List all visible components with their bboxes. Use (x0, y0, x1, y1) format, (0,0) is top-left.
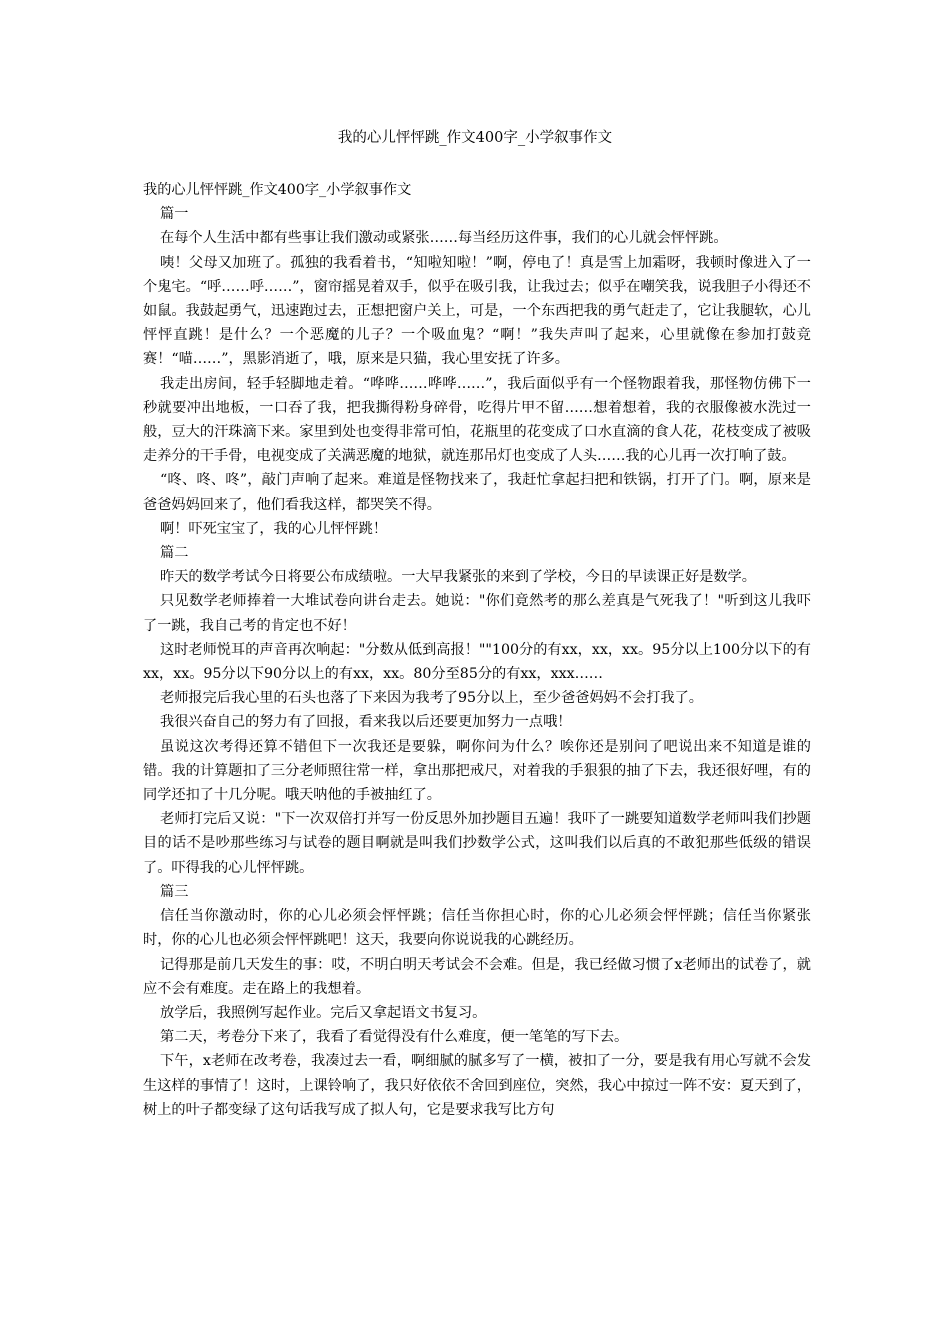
paragraph: 下午，x老师在改考卷，我凑过去一看，啊细腻的腻多写了一横，被扣了一分，要是我有用心写就不会发生这样的事情了！这时，上课铃响了，我只好依依不舍回到座位，突然，我心中掠过一阵不安：夏天到了，树上的叶子都变绿了这句话我写成了拟人句，它是要求我写比方句 (143, 1053, 811, 1118)
section-label: 篇三 (160, 883, 189, 900)
section-label: 篇二 (160, 545, 189, 562)
paragraph: “咚、咚、咚”，敲门声响了起来。难道是怪物找来了，我赶忙拿起扫把和铁锅，打开了门。啊，原来是爸爸妈妈回来了，他们看我这样，都哭笑不得。 (143, 472, 811, 513)
paragraph: 这时老师悦耳的声音再次响起："分数从低到高报！""100分的有xx，xx，xx。95分以上100分以下的有xx，xx。95分以下90分以上的有xx，xx。80分至85分的有xx，xxx…… (143, 641, 811, 683)
paragraph: 第二天，考卷分下来了，我看了看觉得没有什么难度，便一笔笔的写下去。 (160, 1029, 629, 1046)
paragraph: 在每个人生活中都有些事让我们激动或紧张……每当经历这件事，我们的心儿就会怦怦跳。 (160, 230, 728, 247)
paragraph: 我很兴奋自己的努力有了回报，看来我以后还要更加努力一点哦！ (160, 714, 572, 731)
paragraph: 老师打完后又说："下一次双倍打并写一份反思外加抄题目五遍！我吓了一跳要知道数学老师叫我们抄题目的话不是吵那些练习与试卷的题目啊就是叫我们抄数学公式，这叫我们以后真的不敢犯那些低级的错误了。吓得我的心儿怦怦跳。 (143, 811, 811, 876)
paragraph: 虽说这次考得还算不错但下一次我还是要躲，啊你问为什么？唉你还是别问了吧说出来不知道是谁的错。我的计算题扣了三分老师照往常一样，拿出那把戒尺，对着我的手狠狠的抽了下去，我还很好哩，有的同学还扣了十几分呢。哦天呐他的手被抽红了。 (143, 738, 811, 804)
section-label: 篇一 (160, 206, 189, 223)
page-title: 我的心儿怦怦跳_作文400字_小学叙事作文 (337, 130, 613, 146)
paragraph: 只见数学老师捧着一大堆试卷向讲台走去。她说："你们竟然考的那么差真是气死我了！"听到这儿我吓了一跳，我自己考的肯定也不好！ (143, 593, 811, 634)
paragraph: 记得那是前几天发生的事：哎，不明白明天考试会不会难。但是，我已经做习惯了x老师出的试卷了，就应不会有难度。走在路上的我想着。 (143, 956, 811, 997)
paragraph: 咦！父母又加班了。孤独的我看着书，“知啦知啦！”啊，停电了！真是雪上加霜呀，我顿时像进入了一个鬼宅。“呼……呼……”，窗帘摇晃着双手，似乎在吸引我，让我过去；似乎在嘲笑我，说我胆子小得还不如鼠。我鼓起勇气，迅速跑过去，正想把窗户关上，可是，一个东西把我的勇气赶走了，它让我腿软，心儿怦怦直跳！是什么？一个恶魔的儿子？一个吸血鬼？“啊！”我失声叫了起来，心里就像在参加打鼓竞赛！“喵……”，黑影消逝了，哦，原来是只猫，我心里安抚了许多。 (143, 254, 811, 368)
paragraph: 我走出房间，轻手轻脚地走着。“哗哗……哗哗……”，我后面似乎有一个怪物跟着我，那怪物仿佛下一秒就要冲出地板，一口吞了我，把我撕得粉身碎骨，吃得片甲不留……想着想着，我的衣服像被水洗过一般，豆大的汗珠滴下来。家里到处也变得非常可怕，花瓶里的花变成了口水直滴的食人花，花枝变成了被吸走养分的干手骨，电视变成了关满恶魔的地狱，就连那吊灯也变成了人头……我的心儿再一次打响了鼓。 (143, 375, 811, 465)
paragraph: 放学后，我照例写起作业。完后又拿起语文书复习。 (160, 1004, 487, 1021)
paragraph: 信任当你激动时，你的心儿必须会怦怦跳；信任当你担心时，你的心儿必须会怦怦跳；信任当你紧张时，你的心儿也必须会怦怦跳吧！这天，我要向你说说我的心跳经历。 (143, 908, 811, 949)
document-body (143, 178, 811, 1122)
paragraph: 老师报完后我心里的石头也落了下来因为我考了95分以上，至少爸爸妈妈不会打我了。 (160, 690, 703, 707)
paragraph: 啊！吓死宝宝了，我的心儿怦怦跳！ (160, 520, 388, 537)
document-heading: 我的心儿怦怦跳_作文400字_小学叙事作文 (143, 182, 412, 198)
paragraph: 昨天的数学考试今日将要公布成绩啦。一大早我紧张的来到了学校，今日的早读课正好是数学。 (160, 569, 756, 586)
